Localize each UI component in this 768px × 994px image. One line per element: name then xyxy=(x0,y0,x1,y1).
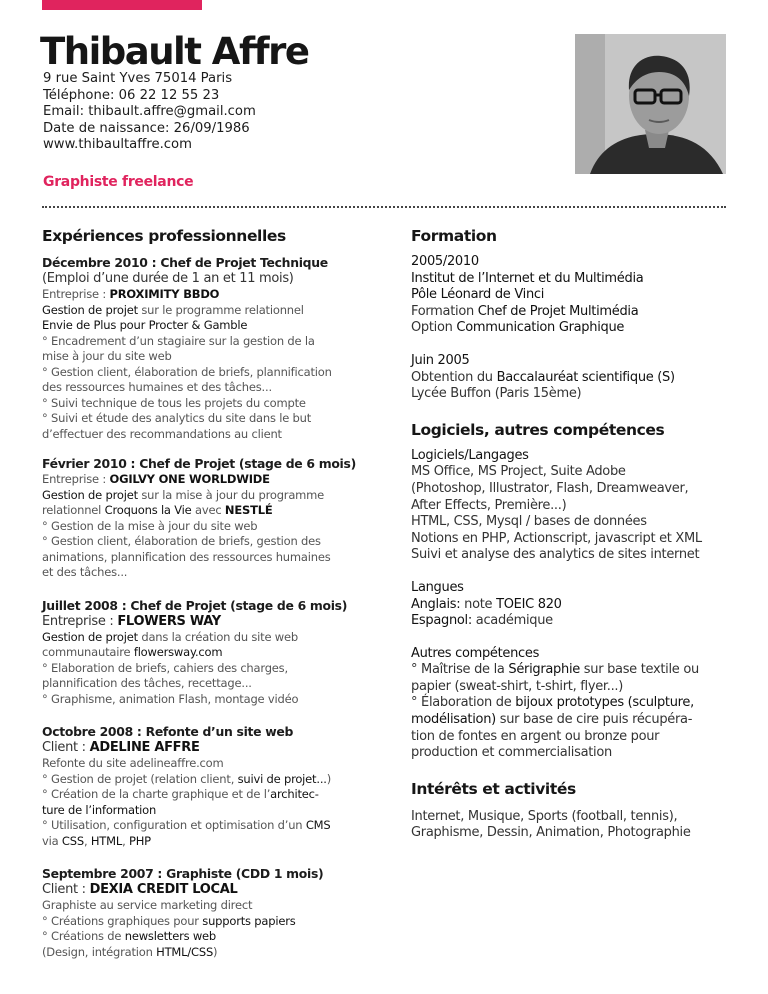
formation-date: Juin 2005 xyxy=(411,352,470,368)
experience-entry xyxy=(42,598,372,708)
diploma-name: Baccalauréat scientifique (S) xyxy=(496,369,675,385)
interests-line: Graphisme, Dessin, Animation, Photographie xyxy=(411,825,691,841)
skill-text: tion de fontes en argent ou bronze pour xyxy=(411,728,660,744)
formation-entry xyxy=(411,353,731,403)
school-pole: Pôle Léonard de Vinci xyxy=(411,287,545,303)
formation-heading: Formation xyxy=(411,227,497,245)
entry-title: Octobre 2008 : Refonte d’un site web xyxy=(42,724,294,739)
bullet: ° Gestion de projet (relation client, xyxy=(42,771,238,786)
desc-highlight: suivi de projet... xyxy=(237,771,327,786)
company-name: FLOWERS WAY xyxy=(117,613,221,629)
option-label: Option xyxy=(411,320,457,336)
language-note: note xyxy=(460,596,497,612)
company-label: Entreprise : xyxy=(42,472,110,486)
accent-bar xyxy=(42,0,202,10)
software-line: HTML, CSS, Mysql / bases de données xyxy=(411,514,647,530)
bullet: ° Gestion client, élaboration de briefs, gestion des xyxy=(42,534,321,548)
bullet-cont: ture de l’information xyxy=(42,802,157,817)
desc-text: sur la mise à jour du programme xyxy=(137,487,325,502)
client-name: DEXIA CREDIT LOCAL xyxy=(89,882,238,897)
desc-text: relationnel xyxy=(42,503,105,517)
company-name: PROXIMITY BBDO xyxy=(109,287,220,301)
desc-highlight: PHP xyxy=(128,833,151,848)
desc-highlight: Croquons la Vie xyxy=(104,503,192,517)
language-level: académique xyxy=(471,613,553,629)
bullet-cont: des ressources humaines et des tâches... xyxy=(42,380,272,394)
language-score: TOEIC 820 xyxy=(496,596,562,612)
bullet: ° Maîtrise de la xyxy=(411,662,509,678)
experience-entry xyxy=(42,866,372,960)
bullet-cont: d’effectuer des recommandations au client xyxy=(42,426,282,441)
bullet-cont: mise à jour du site web xyxy=(42,349,172,363)
desc-highlight: HTML/CSS xyxy=(156,944,214,959)
desc-text: Refonte du site adelineaffre.com xyxy=(42,756,224,770)
website-link[interactable]: www.thibaultaffre.com xyxy=(43,137,192,153)
profile-photo xyxy=(575,34,726,174)
entry-title: Décembre 2010 : Chef de Projet Technique xyxy=(42,255,328,270)
bullet: ° Encadrement d’un stagiaire sur la gestion de la xyxy=(42,333,315,348)
desc-highlight: newsletters web xyxy=(124,929,217,943)
bullet: ° Créations graphiques pour xyxy=(42,913,203,928)
software-line: (Photoshop, Illustrator, Flash, Dreamweaver, xyxy=(411,480,689,496)
desc-text: , xyxy=(83,833,91,848)
software-line: MS Office, MS Project, Suite Adobe xyxy=(411,464,626,480)
software-line: Suivi et analyse des analytics de sites internet xyxy=(411,547,700,563)
formation-years: 2005/2010 xyxy=(411,254,479,269)
desc-highlight: CMS xyxy=(305,818,331,832)
bullet-cont: plannification des tâches, recettage... xyxy=(42,676,252,690)
bullet: ° Utilisation, configuration et optimisation d’un xyxy=(42,818,306,832)
languages-title: Langues xyxy=(411,579,464,595)
school-name: Institut de l’Internet et du Multimédia xyxy=(411,270,644,286)
other-skills-title: Autres compétences xyxy=(411,645,540,661)
desc-highlight: HTML xyxy=(90,833,123,848)
dotted-divider xyxy=(42,206,726,208)
skill-highlight: bijoux prototypes (sculpture, xyxy=(515,695,694,711)
desc-text: ) xyxy=(213,944,218,959)
entry-subtitle: (Emploi d’une durée de 1 an et 11 mois) xyxy=(42,271,294,286)
skills-heading: Logiciels, autres compétences xyxy=(411,420,665,439)
formation-entry xyxy=(411,254,731,337)
software-block xyxy=(411,448,731,564)
experience-column xyxy=(42,226,372,960)
interests-heading: Intérêts et activités xyxy=(411,779,576,798)
entry-title: Juillet 2008 : Chef de Projet (stage de 6 mois) xyxy=(42,597,348,613)
desc-text: communautaire xyxy=(42,645,134,659)
bullet: ° Suivi et étude des analytics du site dans le but xyxy=(42,411,312,425)
bullet: ° Suivi technique de tous les projets du compte xyxy=(42,395,306,410)
candidate-name: Thibault Affre xyxy=(40,30,309,73)
language-english: Anglais: xyxy=(411,596,461,612)
skill-highlight: Sérigraphie xyxy=(508,662,580,678)
bullet: ° Graphisme, animation Flash, montage vidéo xyxy=(42,691,299,706)
formation-label: Formation xyxy=(411,303,478,319)
interests-line: Internet, Musique, Sports (football, tennis), xyxy=(411,808,678,824)
client-label: Client : xyxy=(42,740,90,755)
language-spanish: Espagnol: xyxy=(411,613,472,629)
desc-highlight: Gestion de projet xyxy=(42,629,138,644)
client-label: Client : xyxy=(42,882,90,897)
diploma-label: Obtention du xyxy=(411,369,497,385)
skill-text: sur base de cire puis récupéra- xyxy=(495,712,693,728)
skill-text: production et commercialisation xyxy=(411,745,612,761)
desc-text: Graphiste au service marketing direct xyxy=(42,898,253,912)
entry-title: Février 2010 : Chef de Projet (stage de 6 mois) xyxy=(42,456,356,471)
company-label: Entreprise : xyxy=(42,287,110,301)
desc-highlight: supports papiers xyxy=(202,913,296,928)
bullet: ° Créations de xyxy=(42,929,125,943)
bullet: ° Gestion de la mise à jour du site web xyxy=(42,518,258,533)
desc-text: via xyxy=(42,833,62,848)
software-title: Logiciels/Langages xyxy=(411,447,529,463)
desc-text: (Design, intégration xyxy=(42,944,157,959)
formation-name: Chef de Projet Multimédia xyxy=(477,303,639,319)
desc-highlight: architec- xyxy=(270,787,319,801)
client-brand: NESTLÉ xyxy=(224,503,273,517)
experience-entry xyxy=(42,255,372,442)
other-skills-block xyxy=(411,646,731,762)
bullet: ° Création de la charte graphique et de l’ xyxy=(42,787,271,801)
skill-text: sur base textile ou xyxy=(579,662,699,678)
desc-text: avec xyxy=(191,503,225,517)
portrait-illustration xyxy=(575,34,726,174)
job-title: Graphiste freelance xyxy=(43,174,194,190)
desc-highlight: Gestion de projet xyxy=(42,302,138,317)
languages-block xyxy=(411,580,731,630)
option-name: Communication Graphique xyxy=(456,320,625,336)
entry-title: Septembre 2007 : Graphiste (CDD 1 mois) xyxy=(42,866,324,881)
bullet-cont: et des tâches... xyxy=(42,565,128,579)
address: 9 rue Saint Yves 75014 Paris xyxy=(43,71,233,86)
bullet-cont: animations, plannification des ressources humaines xyxy=(42,549,331,564)
desc-highlight: CSS xyxy=(61,833,84,848)
bullet: ° Élaboration de xyxy=(411,695,516,711)
client-name: ADELINE AFFRE xyxy=(89,740,200,755)
company-name: OGILVY ONE WORLDWIDE xyxy=(109,472,270,486)
software-line: After Effects, Première...) xyxy=(411,497,567,513)
right-column xyxy=(411,226,731,842)
desc-text: dans la création du site web xyxy=(137,629,298,644)
desc-highlight: Gestion de projet xyxy=(42,487,138,502)
interests-block xyxy=(411,809,731,842)
software-line: Notions en PHP, Actionscript, javascript et XML xyxy=(411,530,702,546)
experience-entry xyxy=(42,724,372,849)
school-name: Lycée Buffon (Paris 15ème) xyxy=(411,386,582,402)
contact-block xyxy=(43,71,256,154)
desc-text: Envie de Plus pour xyxy=(42,318,149,332)
phone: Téléphone: 06 22 12 55 23 xyxy=(43,87,220,103)
desc-text: , xyxy=(122,833,129,848)
experience-heading: Expériences professionnelles xyxy=(42,227,286,245)
desc-text: ) xyxy=(326,771,332,786)
bullet: ° Elaboration de briefs, cahiers des charges, xyxy=(42,660,288,675)
desc-text: sur le programme relationnel xyxy=(137,302,304,317)
skill-text: papier (sweat-shirt, t-shirt, flyer...) xyxy=(411,678,624,694)
birth-date: Date de naissance: 26/09/1986 xyxy=(43,120,250,136)
email[interactable]: Email: thibault.affre@gmail.com xyxy=(43,104,256,120)
experience-entry xyxy=(42,456,372,581)
bullet: ° Gestion client, élaboration de briefs, plannification xyxy=(42,364,332,379)
client-brand: Procter & Gamble xyxy=(148,318,248,332)
company-label: Entreprise : xyxy=(42,613,118,629)
skill-highlight: modélisation) xyxy=(411,712,496,728)
desc-highlight: flowersway.com xyxy=(133,645,223,659)
